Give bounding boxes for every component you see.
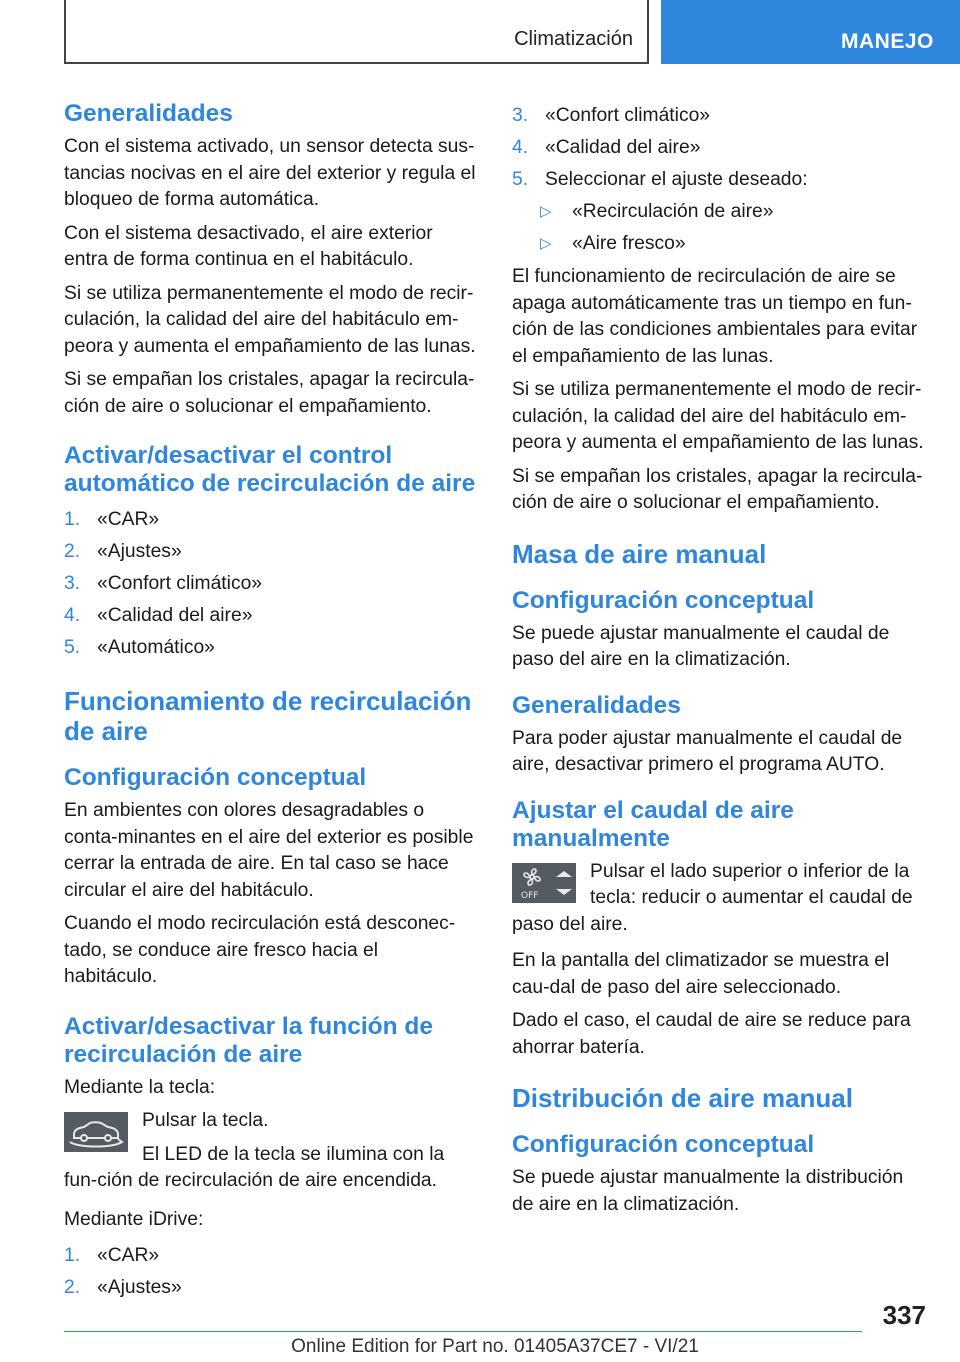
fan-key-icon xyxy=(512,863,576,903)
heading-configuracion: Configuración conceptual xyxy=(64,764,367,791)
heading-funcionamiento: Funcionamiento de recirculación de aire xyxy=(64,686,472,746)
paragraph: Si se empañan los cristales, apagar la recircula-ción de aire o solucionar el empañamiento. xyxy=(512,465,923,513)
paragraph: El funcionamiento de recirculación de aire se apaga automáticamente tras un tiempo en fun-ción de las condiciones ambientales para evitar el empañamiento de las lunas. xyxy=(512,266,918,367)
chapter-tab[interactable]: MANEJO xyxy=(661,0,960,64)
paragraph: Con el sistema activado, un sensor detecta sus-tancias nocivas en el aire del exterior y regula el bloqueo de forma automática. xyxy=(64,136,476,210)
footer-edition: Online Edition for Part no. 01405A37CE7 - VI/21 xyxy=(291,1336,699,1357)
heading-configuracion: Configuración conceptual xyxy=(512,1131,815,1158)
paragraph: En ambientes con olores desagradables o conta-minantes en el aire del exterior es posible cerrar la entrada de aire. En tal caso se hace circular el aire del habitáculo. xyxy=(64,800,474,901)
page-number: 337 xyxy=(882,1300,926,1330)
header-section-box xyxy=(64,0,649,64)
paragraph: En la pantalla del climatizador se muestra el cau-dal de paso del aire seleccionado. xyxy=(512,950,890,998)
paragraph: El LED de la tecla se ilumina con la fun-ción de recirculación de aire encendida. xyxy=(64,1143,445,1191)
paragraph: Se puede ajustar manualmente la distribución de aire en la climatización. xyxy=(512,1167,904,1215)
list-item: 5. «Automático» xyxy=(64,637,215,658)
paragraph: Se puede ajustar manualmente el caudal de paso del aire en la climatización. xyxy=(512,622,890,670)
list-item: 4. «Calidad del aire» xyxy=(64,605,253,626)
list-item: 3. «Confort climático» xyxy=(512,105,711,126)
right-column xyxy=(512,100,924,1225)
paragraph: Con el sistema desactivado, el aire exterior entra de forma continua en el habitáculo. xyxy=(64,222,433,270)
triangle-bullet-icon: ▷ xyxy=(540,235,552,252)
svg-text:OFF: OFF xyxy=(521,890,539,901)
paragraph: Pulsar el lado superior o inferior de la tecla: reducir o aumentar el caudal de paso del aire. xyxy=(512,860,913,935)
list-item: 2. «Ajustes» xyxy=(64,1277,182,1298)
paragraph: Para poder ajustar manualmente el caudal de aire, desactivar primero el programa AUTO. xyxy=(512,727,903,775)
options-sublist xyxy=(512,196,924,260)
list-item: 1. «CAR» xyxy=(64,509,160,530)
triangle-bullet-icon: ▷ xyxy=(540,203,552,220)
list-item: 5. Seleccionar el ajuste deseado: xyxy=(512,169,808,190)
paragraph: Si se empañan los cristales, apagar la recircula-ción de aire o solucionar el empañamiento. xyxy=(64,369,475,417)
section-title: Climatización xyxy=(514,28,633,50)
paragraph: Mediante la tecla: xyxy=(64,1076,216,1098)
key-instruction xyxy=(64,1108,476,1195)
steps-list-continued xyxy=(512,100,924,196)
heading-generalidades: Generalidades xyxy=(512,691,681,719)
paragraph: Si se utiliza permanentemente el modo de recir-culación, la calidad del aire del habitáculo em-peora y aumenta el empañamiento de las lunas. xyxy=(64,282,476,357)
recirculation-key-icon xyxy=(64,1112,128,1152)
left-column xyxy=(64,100,476,1312)
list-item: 1. «CAR» xyxy=(64,1245,160,1266)
paragraph: Dado el caso, el caudal de aire se reduce para ahorrar batería. xyxy=(512,1010,911,1058)
heading-activar-automatico: Activar/desactivar el control automático de recirculación de aire xyxy=(64,442,476,497)
steps-list-idrive xyxy=(64,1240,476,1304)
footer-divider xyxy=(64,1331,862,1332)
paragraph: Cuando el modo recirculación está desconec-tado, se conduce aire fresco hacia el habitáculo. xyxy=(64,913,456,987)
heading-activar-funcion: Activar/desactivar la función de recirculación de aire xyxy=(64,1012,433,1068)
paragraph: Pulsar la tecla. xyxy=(142,1110,269,1131)
list-item: ▷ «Recirculación de aire» xyxy=(512,196,924,228)
paragraph: Mediante iDrive: xyxy=(64,1208,204,1230)
list-item: 2. «Ajustes» xyxy=(64,541,182,562)
heading-masa-aire: Masa de aire manual xyxy=(512,538,767,569)
paragraph: Si se utiliza permanentemente el modo de recir-culación, la calidad del aire del habitáculo em-peora y aumenta el empañamiento de las lunas. xyxy=(512,379,924,453)
heading-ajustar-caudal: Ajustar el caudal de aire manualmente xyxy=(512,796,794,852)
fan-key-instruction xyxy=(512,859,924,939)
heading-generalidades: Generalidades xyxy=(64,100,233,127)
list-item: 4. «Calidad del aire» xyxy=(512,137,701,158)
heading-distribucion: Distribución de aire manual xyxy=(512,1083,853,1113)
steps-list-auto xyxy=(64,504,476,664)
heading-configuracion: Configuración conceptual xyxy=(512,586,815,614)
list-item: ▷ «Aire fresco» xyxy=(512,228,924,260)
list-item: 3. «Confort climático» xyxy=(64,573,263,594)
